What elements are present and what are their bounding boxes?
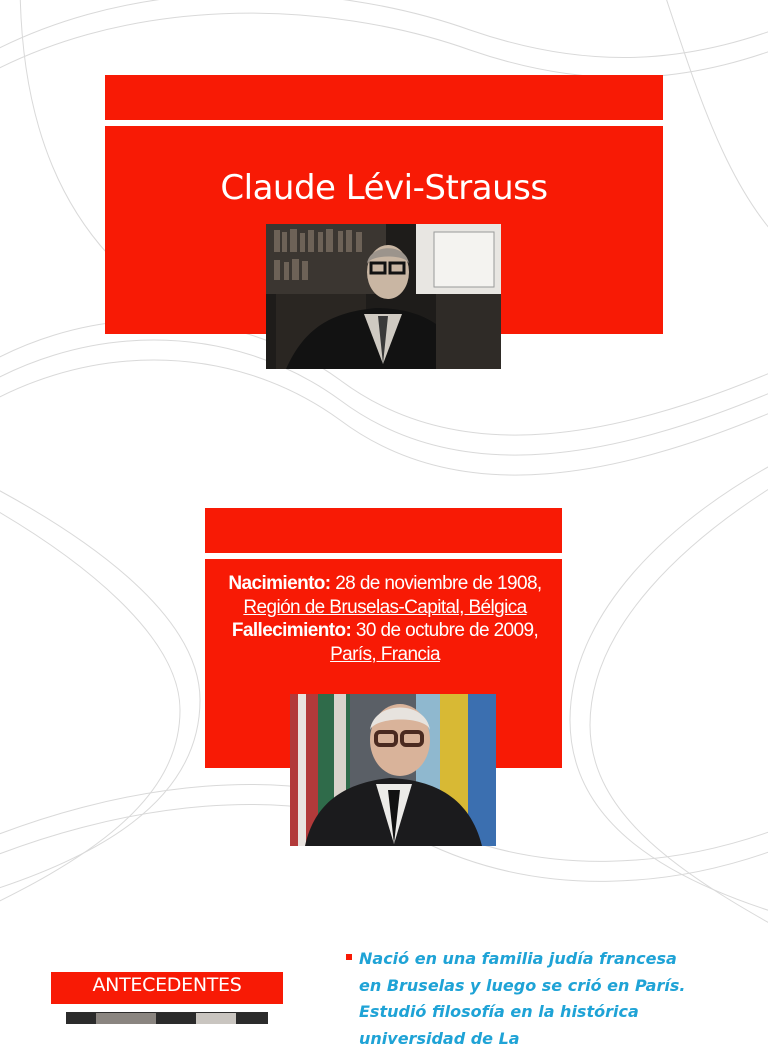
slide1-title: Claude Lévi-Strauss	[220, 168, 548, 208]
slide3-heading: ANTECEDENTES	[92, 974, 242, 996]
biography-dates	[215, 572, 555, 666]
birth-place-link[interactable]: Región de Bruselas-Capital, Bélgica	[243, 596, 527, 618]
bullet-text: Nació en una familia judía francesa en Bruselas y luego se crió en París. Estudió filosofía en la histórica universidad de La	[359, 949, 686, 1048]
antecedentes-bullet-list	[346, 946, 766, 1052]
birth-value: 28 de noviembre de 1908,	[330, 573, 542, 594]
slide1-header-bar	[105, 75, 663, 120]
slide2-header-bar	[205, 508, 562, 553]
list-item	[346, 946, 766, 1052]
portrait-photo-3	[66, 1012, 268, 1024]
birth-label: Nacimiento:	[228, 573, 331, 594]
death-place-link[interactable]: París, Francia	[330, 643, 440, 665]
portrait-photo-2	[290, 694, 496, 846]
death-label: Fallecimiento:	[231, 620, 352, 641]
bullet-square-icon	[346, 954, 352, 960]
portrait-photo-1	[266, 224, 501, 369]
death-value: 30 de octubre de 2009,	[351, 620, 539, 641]
